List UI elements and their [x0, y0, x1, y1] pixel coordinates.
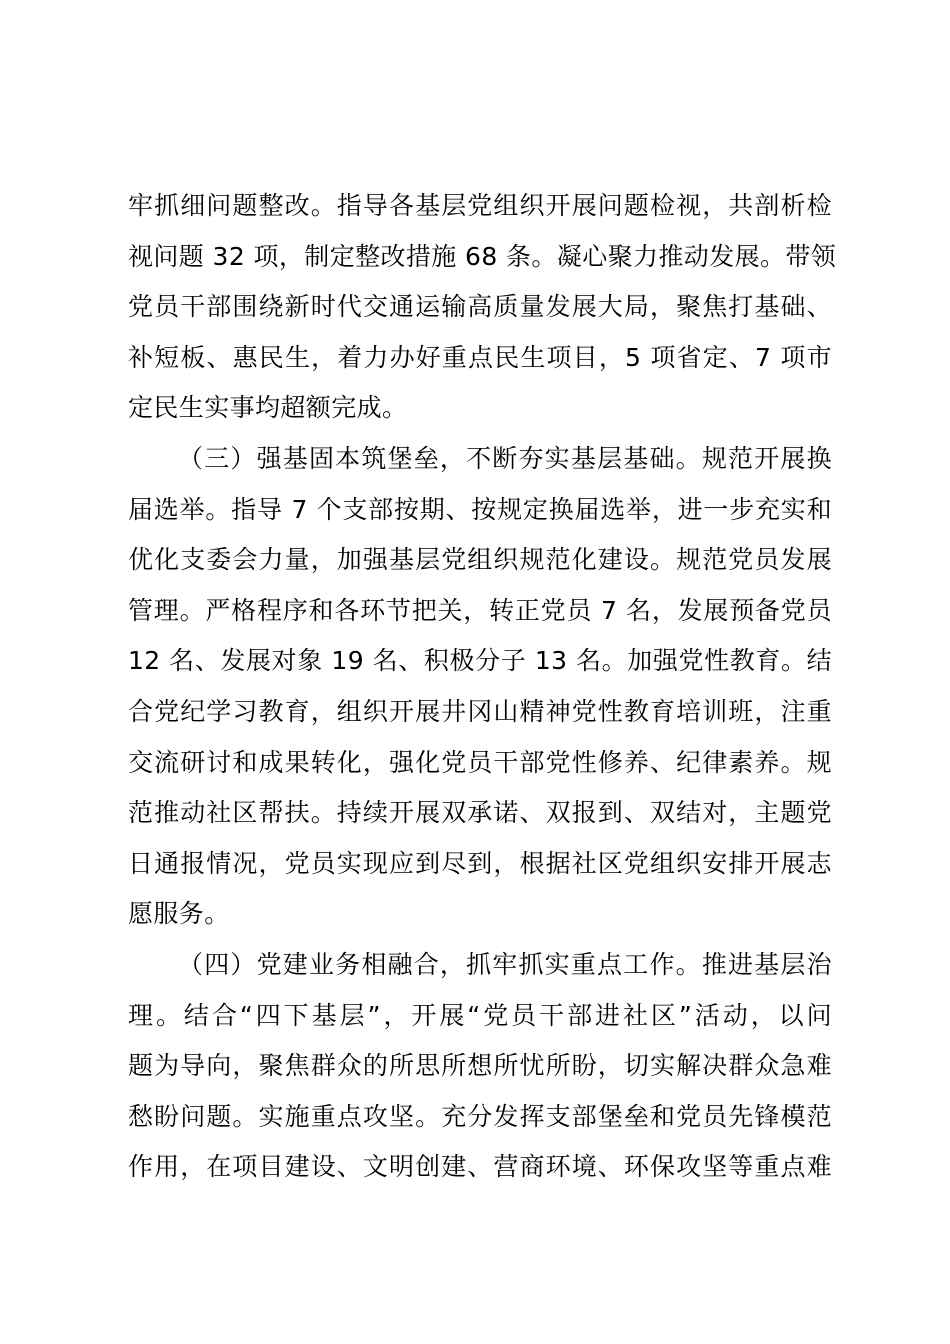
text-line: 理。结合“四下基层”，开展“党员干部进社区”活动，以问 — [128, 1000, 832, 1030]
text-line: 题为导向，聚焦群众的所思所想所忧所盼，切实解决群众急难 — [128, 1051, 832, 1081]
text-line: 牢抓细问题整改。指导各基层党组织开展问题检视，共剖析检 — [128, 191, 832, 220]
text-line: 补短板、惠民生，着力办好重点民生项目，5 项省定、7 项市 — [128, 342, 832, 372]
text-line: 12 名、发展对象 19 名、积极分子 13 名。加强党性教育。结 — [128, 646, 832, 676]
text-line: 届选举。指导 7 个支部按期、按规定换届选举，进一步充实和 — [128, 494, 832, 524]
text-line: 定民生实事均超额完成。 — [128, 393, 408, 423]
text-line: 日通报情况，党员实现应到尽到，根据社区党组织安排开展志 — [128, 848, 832, 878]
text-line: 交流研讨和成果转化，强化党员干部党性修养、纪律素养。规 — [128, 747, 832, 777]
text-line: 范推动社区帮扶。持续开展双承诺、双报到、双结对，主题党 — [128, 798, 832, 828]
text-line: （三）强基固本筑堡垒，不断夯实基层基础。规范开展换 — [178, 443, 832, 473]
text-line: （四）党建业务相融合，抓牢抓实重点工作。推进基层治 — [178, 949, 832, 979]
text-line: 管理。严格程序和各环节把关，转正党员 7 名，发展预备党员 — [128, 595, 832, 625]
body-text — [128, 181, 837, 1193]
text-line: 愁盼问题。实施重点攻坚。充分发挥支部堡垒和党员先锋模范 — [128, 1101, 832, 1131]
text-line: 愿服务。 — [128, 899, 230, 929]
text-line: 作用，在项目建设、文明创建、营商环境、环保攻坚等重点难 — [128, 1152, 832, 1182]
text-line: 党员干部围绕新时代交通运输高质量发展大局，聚焦打基础、 — [128, 292, 832, 322]
text-line: 视问题 32 项，制定整改措施 68 条。凝心聚力推动发展。带领 — [128, 241, 837, 271]
text-line: 优化支委会力量，加强基层党组织规范化建设。规范党员发展 — [128, 545, 832, 575]
text-line: 合党纪学习教育，组织开展井冈山精神党性教育培训班，注重 — [128, 696, 832, 726]
